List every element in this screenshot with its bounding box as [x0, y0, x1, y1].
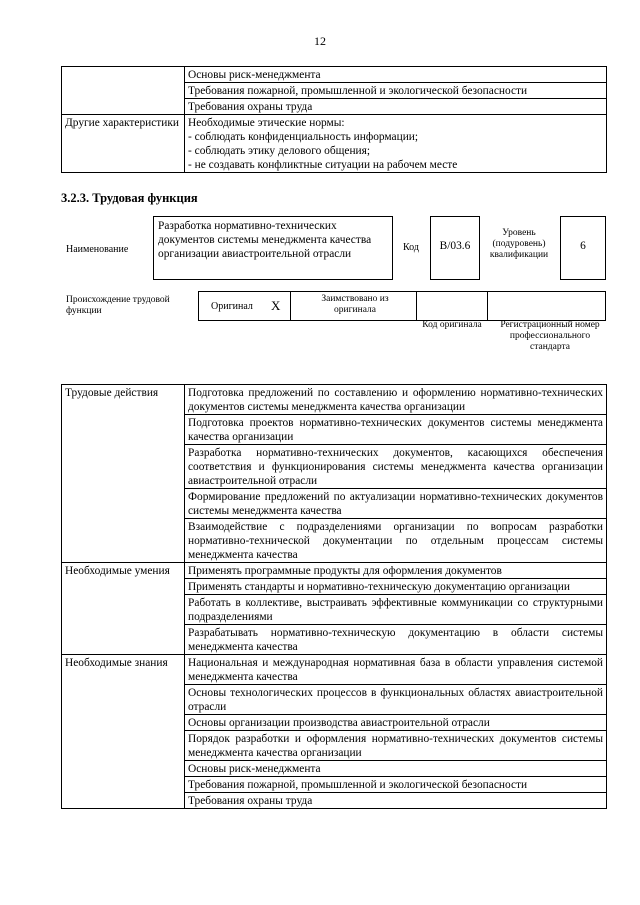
name-label: Наименование [66, 244, 129, 255]
code-label: Код [403, 242, 419, 253]
level-label: Уровень (подуровень) квалификации [489, 228, 549, 260]
table-row [62, 67, 607, 83]
ethics-line: Необходимые этические нормы: [188, 117, 345, 129]
divider [487, 291, 488, 320]
list-item: Требования пожарной, промышленной и экологической безопасности [185, 83, 607, 99]
table-row [62, 655, 607, 685]
section-title: 3.2.3. Трудовая функция [61, 191, 198, 205]
reg-number-label: Регистрационный номер профессионального стандарта [500, 320, 600, 352]
list-item: Требования охраны труда [185, 99, 607, 115]
list-item: Работать в коллективе, выстраивать эффективные коммуникации со структурными подразделениями [185, 595, 607, 625]
level-value: 6 [580, 240, 586, 252]
divider [416, 291, 417, 320]
group-label: Необходимые умения [62, 563, 185, 655]
group-label: Трудовые действия [62, 385, 185, 563]
list-item: Разработка нормативно-технических документов, касающихся обеспечения соответствия и функционирования системы менеджмента качества организации авиастроительной отрасли [185, 445, 607, 489]
table-row [62, 115, 607, 173]
original-label: Оригинал [211, 301, 253, 312]
origin-label: Происхождение трудовой функции [66, 295, 170, 316]
list-item: Разрабатывать нормативно-техническую документацию в области системы менеджмента качества [185, 625, 607, 655]
table-row [62, 563, 607, 579]
borrowed-label: Заимствовано из оригинала [321, 294, 389, 315]
list-item: Применять программные продукты для оформления документов [185, 563, 607, 579]
code-value: В/03.6 [439, 240, 471, 252]
ethics-line: - не создавать конфликтные ситуации на рабочем месте [188, 159, 458, 171]
list-item: Подготовка предложений по составлению и оформлению нормативно-технических документов системы менеджмента качества организации [185, 385, 607, 415]
original-mark: X [271, 298, 281, 313]
ethics-line: - соблюдать этику делового общения; [188, 145, 371, 157]
continuation-table [61, 66, 607, 173]
list-item: Основы риск-менеджмента [185, 761, 607, 777]
ethics-line: - соблюдать конфиденциальность информации; [188, 131, 419, 143]
table-row [62, 385, 607, 415]
list-item: Взаимодействие с подразделениями организации по вопросам разработки нормативно-технической документации по отдельным процессам системы менеджмента качества [185, 519, 607, 563]
list-item: Основы риск-менеджмента [185, 67, 607, 83]
list-item: Применять стандарты и нормативно-техническую документацию организации [185, 579, 607, 595]
row-label: Другие характеристики [62, 115, 185, 173]
list-item: Национальная и международная нормативная база в области управления системой менеджмента качества [185, 655, 607, 685]
labor-function-table [61, 384, 607, 809]
list-item: Порядок разработки и оформления нормативно-технических документов системы менеджмента качества организации [185, 731, 607, 761]
list-item: Формирование предложений по актуализации нормативно-технических документов системы менеджмента качества [185, 489, 607, 519]
list-item: Требования пожарной, промышленной и экологической безопасности [185, 777, 607, 793]
code-original-label: Код оригинала [422, 320, 482, 330]
list-item: Основы организации производства авиастроительной отрасли [185, 715, 607, 731]
divider [290, 291, 291, 320]
name-value: Разработка нормативно-технических документов системы менеджмента качества организации авиастроительной отрасли [158, 220, 372, 260]
list-item: Требования охраны труда [185, 793, 607, 809]
page-number: 12 [314, 34, 326, 48]
list-item: Основы технологических процессов в функциональных областях авиастроительной отрасли [185, 685, 607, 715]
row-label [62, 67, 185, 115]
group-label: Необходимые знания [62, 655, 185, 809]
list-item: Подготовка проектов нормативно-технических документов системы менеджмента качества организации [185, 415, 607, 445]
list-item [185, 115, 607, 173]
